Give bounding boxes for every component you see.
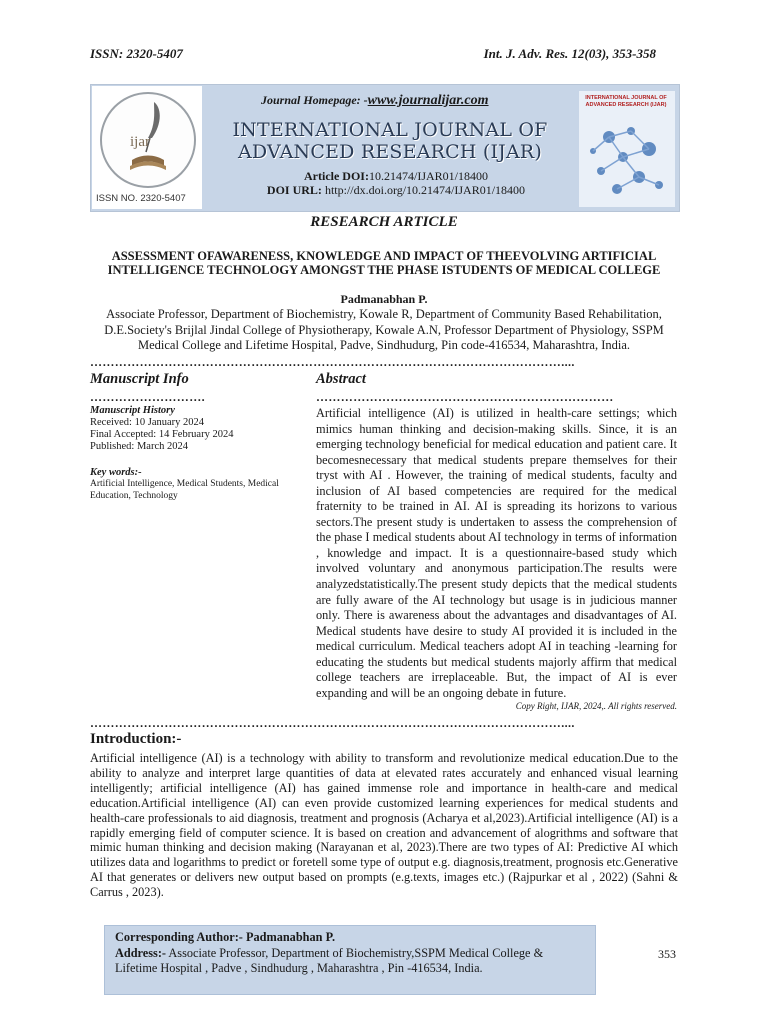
separator-line: …………………………………………………………………………………………………….... bbox=[90, 355, 575, 369]
introduction-text: Artificial intelligence (AI) is a technology with ability to transform and revolutionize medical education.Due to the ability to analyze and interpret large quantities of data at elevated rates accurately and enhanced visual learning intelligently; artificial intelligence (AI) has gained immense role and importance in health-care and medical education.Artificial intelligence (AI) can even provide customized learning experiences for medical students and health-care professionals to aid diagnosis, treatment and prognosis (Acharya et al,2023).Artificial intelligence (AI) is a rapidly emerging field of computer science. It is based on creation and advancement of alogrithms and software that mimic human thinking and decision making (Narayanan et al, 2023).There are two types of AI: Predictive AI which utilizes data and logarithms to predict or foretell some type of output e.g. diagnosis,treatment, prognosis etc.Generative AI that generates or delivers new output based on prompts (e.g.texts, images etc.) (Rajpurkar et al , 2022) (Sahni & Carrus , 2023). bbox=[90, 751, 678, 900]
corresponding-author-label: Corresponding Author:- Padmanabhan P. bbox=[115, 930, 336, 944]
logo-emblem bbox=[100, 92, 196, 188]
author-name: Padmanabhan P. bbox=[340, 292, 428, 306]
doi-label: Article DOI: bbox=[304, 169, 369, 183]
doi-url-label: DOI URL: bbox=[266, 183, 322, 197]
journal-reference: Int. J. Adv. Res. 12(03), 353-358 bbox=[483, 46, 656, 61]
manuscript-info-heading: Manuscript Info bbox=[90, 371, 189, 387]
keywords-list: Artificial Intelligence, Medical Students, Medical Education, Technology bbox=[90, 479, 279, 501]
homepage-link[interactable]: www.journalijar.com bbox=[367, 93, 489, 108]
ijar-logo bbox=[92, 86, 202, 209]
introduction-heading: Introduction:- bbox=[90, 731, 182, 747]
journal-cover-image bbox=[579, 91, 675, 207]
manuscript-separator: ………………………. bbox=[90, 390, 205, 404]
received-date: Received: 10 January 2024 bbox=[90, 417, 205, 428]
article-title: ASSESSMENT OFAWARENESS, KNOWLEDGE AND IMPACT OF THEEVOLVING ARTIFICIAL INTELLIGENCE TECHNOLOGY AMONGST THE PHASE ISTUDENTS OF MEDICAL COLLEGE bbox=[107, 249, 661, 277]
abstract-text: Artificial intelligence (AI) is utilized in health-care settings; which mimics human thinking and decision-making skills. Since, it is an emerging technology beneficial for medical education and patient care. It becomesnecessary that medical students prepare themselves for their tryst with AI . However, the training of medical students, faculty and inclusion of AI based competencies are required for the medical fraternity to be trained in AI. AI is spreading its horizons to various sectors.The present study is undertaken to assess the comprehension of the phase I medical students about AI technology in terms of information , knowledge and impact. It is a questionnaire-based study which involved voluntary and anonymous participation.The results were analyzedstatistically.The present study depicts that the medical students are fully aware of the AI technology but usage is in judicious manner only. There is awareness about the advantages and disadvantages of AI. Medical students have desire to study AI provided it is included in the medical curriculum. Medical teachers adopt AI in teaching -learning for educating the students but medical students majorly affirm that medical college teachers are irreplaceable. But, the impact of AI is ever expanding and will be an ongoing debate in future. bbox=[316, 406, 677, 700]
separator-line: …………………………………………………………………………………………………….... bbox=[90, 716, 575, 730]
logo-issn: ISSN NO. 2320-5407 bbox=[96, 193, 186, 204]
copyright-notice: Copy Right, IJAR, 2024,. All rights reserved. bbox=[515, 701, 677, 711]
doi-url-link[interactable]: http://dx.doi.org/10.21474/IJAR01/18400 bbox=[324, 183, 526, 197]
cover-title: INTERNATIONAL JOURNAL OF ADVANCED RESEARCH (IJAR) bbox=[585, 95, 667, 108]
page-number: 353 bbox=[658, 947, 676, 961]
doi-value: 10.21474/IJAR01/18400 bbox=[368, 169, 488, 183]
journal-title: INTERNATIONAL JOURNAL OF ADVANCED RESEARCH (IJAR) bbox=[232, 119, 548, 163]
published-date: Published: March 2024 bbox=[90, 441, 188, 452]
logo-text: ijar bbox=[130, 134, 150, 150]
author-affiliation: Associate Professor, Department of Biochemistry, Kowale R, Department of Community Based Rehabilitation, D.E.Society's Brijlal Jindal College of Physiotherapy, Kowale A.N, Professor Department of Physiology, SSPM Medical College and Lifetime Hospital, Padve, Sindhudurg, Pin code-416534, Maharashtra, India. bbox=[104, 307, 664, 352]
accepted-date: Final Accepted: 14 February 2024 bbox=[90, 429, 234, 440]
homepage-label: Journal Homepage: - bbox=[261, 93, 368, 107]
keywords-heading: Key words:- bbox=[90, 467, 142, 478]
address-label: Address:- bbox=[115, 945, 167, 960]
address-text: Associate Professor, Department of Biochemistry,SSPM Medical College & Lifetime Hospital , Padve , Sindhudurg , Maharashtra , Pin -416534, India. bbox=[115, 945, 544, 975]
abstract-separator: ……………………………………………………………… bbox=[316, 390, 614, 404]
abstract-heading: Abstract bbox=[316, 371, 366, 387]
article-type: RESEARCH ARTICLE bbox=[310, 214, 458, 230]
journal-banner bbox=[90, 84, 680, 212]
issn-text: ISSN: 2320-5407 bbox=[90, 46, 183, 61]
journal-homepage bbox=[261, 93, 489, 109]
history-heading: Manuscript History bbox=[90, 405, 175, 416]
doi-block bbox=[251, 169, 541, 197]
manuscript-history bbox=[90, 405, 280, 502]
corresponding-author-box bbox=[104, 925, 596, 995]
